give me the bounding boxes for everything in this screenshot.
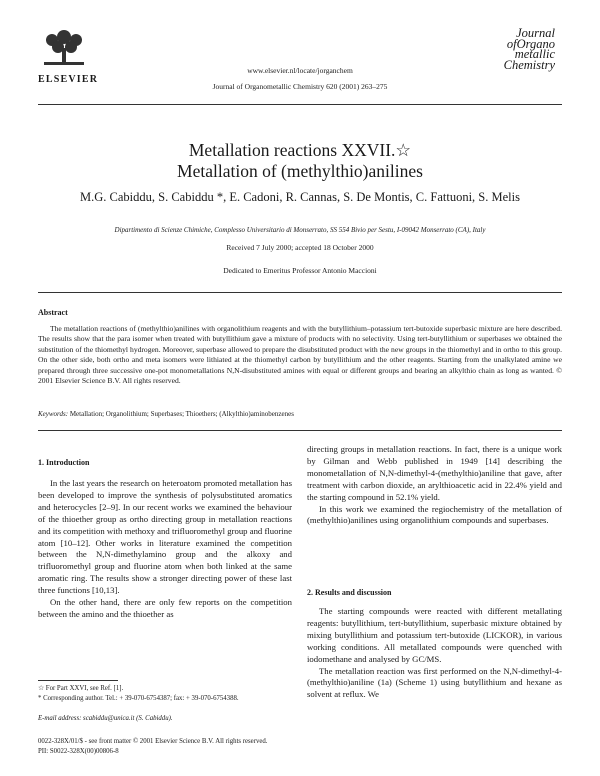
pii-line: PII: S0022-328X(00)00806-8 xyxy=(38,748,119,755)
footnote: * Corresponding author. Tel.: + 39-070-6754387; fax: + 39-070-6754388. xyxy=(38,695,239,702)
masthead-line: Chemistry xyxy=(503,57,555,72)
paragraph: In the last years the research on heteroatom promoted metallation has been developed to improve the synthesis of polysubstituted aromatics and heterocycles [2–9]. In our recent works we examined the behaviour of the thioether group as ortho directing group in metallation reactions and its competition with methoxy and trifluoromethyl group and fluorine atom [10–12]. Other works in literature examined the competition between the N,N-dimethylamino group and the alkoxy and trifluoromethyl group and fluorine atom when both linked at the same aromatic ring. The results show a stronger directing power of these last three functions [10,13]. xyxy=(38,478,292,596)
paragraph: The metallation reaction was first performed on the N,N-dimethyl-4-(methylthio)aniline (1a) (Scheme 1) using butyllithium and hexane as solvent at reflux. We xyxy=(307,665,562,700)
elsevier-tree-icon xyxy=(38,30,90,68)
article-title: Metallation reactions XXVII.☆ xyxy=(188,140,412,160)
paragraph: On the other hand, there are only few reports on the competition between the amino and the thioether as xyxy=(38,597,292,619)
article-subtitle: Metallation of (methylthio)anilines xyxy=(177,161,423,181)
paragraph: The starting compounds were reacted with different metallating reagents: butyllithium, tert-butyllithium, superbasic mixture obtained by mixing butyllithium and potassium tert-butoxide (LICKOR), in various working conditions. All metallated compounds were quenched with iodomethane and analysed by GC/MS. xyxy=(307,606,562,664)
footnote: ☆ For Part XXVI, see Ref. [1]. xyxy=(38,685,124,692)
journal-masthead xyxy=(455,28,555,70)
copyright-line: 0022-328X/01/$ - see front matter © 2001 Elsevier Science B.V. All rights reserved. xyxy=(38,738,268,745)
footnote-rule xyxy=(38,680,118,681)
keywords-label: Keywords: xyxy=(38,410,69,418)
abstract-bottom-rule xyxy=(38,430,562,431)
dedication: Dedicated to Emeritus Professor Antonio Maccioni xyxy=(223,266,377,275)
abstract-heading: Abstract xyxy=(38,308,68,317)
section-heading-results: 2. Results and discussion xyxy=(307,588,392,597)
publisher-name: ELSEVIER xyxy=(38,74,99,85)
left-column xyxy=(38,478,292,621)
right-column-results xyxy=(307,606,562,701)
right-column xyxy=(307,444,562,527)
received-dates: Received 7 July 2000; accepted 18 October 2000 xyxy=(226,243,374,252)
paragraph: In this work we examined the regiochemistry of the metallation of (methylthio)anilines using organolithium compounds and superbases. xyxy=(307,503,562,526)
section-heading-introduction: 1. Introduction xyxy=(38,458,90,467)
abstract-top-rule xyxy=(38,292,562,293)
keywords xyxy=(38,410,562,418)
affiliation: Dipartimento di Scienze Chimiche, Complesso Universitario di Monserrato, SS 554 Bivio per Sestu, I-09042 Monserrato (CA), Italy xyxy=(114,226,486,234)
journal-reference: Journal of Organometallic Chemistry 620 (2001) 263–275 xyxy=(212,82,388,91)
keywords-list: Metallation; Organolithium; Superbases; Thioethers; (Alkylthio)aminobenzenes xyxy=(69,410,294,418)
masthead-line: ofOrgano xyxy=(506,36,555,51)
masthead-line: metallic xyxy=(514,47,555,61)
author-list: M.G. Cabiddu, S. Cabiddu *, E. Cadoni, R. Cannas, S. De Montis, C. Fattuoni, S. Melis xyxy=(80,190,520,204)
header-rule xyxy=(38,104,562,105)
publisher-logo xyxy=(38,30,99,85)
journal-url[interactable]: www.elsevier.nl/locate/jorganchem xyxy=(247,66,353,75)
paragraph: directing groups in metallation reactions. In fact, there is a unique work by Gilman and Webb published in 1949 [14] describing the monometallation of N,N-dimethyl-4-(methylthio)aniline that gave, after treatment with carbon dioxide, an arylthioacetic acid in 22.4% yield and the starting compound in 52.1% yield. xyxy=(307,444,562,502)
masthead-line: Journal xyxy=(516,26,555,40)
abstract-text: The metallation reactions of (methylthio)anilines with organolithium reagents and with the butyllithium–potassium tert-butoxide superbasic mixture are here described. The results show that the para isomer when treated with butyllithium gave a mixture of products with no selectivity. Using tert-butyllithium or superbases we obtained the substitution of the thiomethyl hydrogen. Moreover, superbase allowed to prepare the disubstituted product with the new groups in the thiomethyl and in ortho to this group. On the other side, both ortho and meta isomers were lithiated at the thiomethyl carbon by butyllithium and the other reagents. Starting from the unalkylated amine we prepared through three successive one-pot monometallations N,N-disubstituted amines with equal or different groups and bearing an alkylthio chain as long as wanted. © 2001 Elsevier Science B.V. All rights reserved. xyxy=(38,324,562,386)
footnote-email: E-mail address: scabiddu@unica.it (S. Cabiddu). xyxy=(38,715,173,722)
